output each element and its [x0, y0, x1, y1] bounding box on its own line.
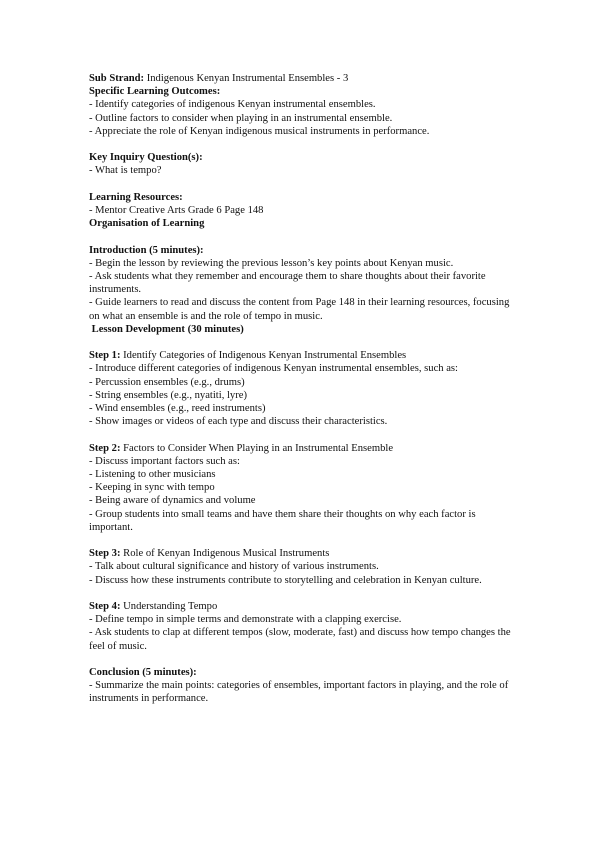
sub-strand-value: Indigenous Kenyan Instrumental Ensembles - 3 [146, 73, 349, 84]
step-item: - Introduce different categories of indigenous Kenyan instrumental ensembles, such as: [89, 363, 459, 375]
step-title: Identify Categories of Indigenous Kenyan Instrumental Ensembles [123, 350, 407, 362]
step-1-heading [89, 349, 519, 362]
lesson-plan-document [89, 72, 519, 706]
step-item: - String ensembles (e.g., nyatiti, lyre) [89, 389, 247, 401]
outcome-item: - Outline factors to consider when playing in an instrumental ensemble. [89, 112, 393, 124]
conclusion-heading: Conclusion (5 minutes): [89, 667, 197, 679]
introduction-item: - Ask students what they remember and encourage them to share thoughts about their favorite instruments. [89, 271, 486, 296]
step-item: - Group students into small teams and have them share their thoughts on why each factor is important. [89, 508, 476, 533]
conclusion-item: - Summarize the main points: categories of ensembles, important factors in playing, and the role of instruments in performance. [89, 680, 509, 705]
introduction-heading: Introduction (5 minutes): [89, 244, 204, 256]
inquiry-heading: Key Inquiry Question(s): [89, 152, 203, 164]
step-4-heading [89, 600, 519, 613]
step-title: Factors to Consider When Playing in an Instrumental Ensemble [123, 442, 394, 454]
step-title: Understanding Tempo [123, 601, 218, 613]
introduction-item: - Begin the lesson by reviewing the previous lesson’s key points about Kenyan music. [89, 257, 454, 269]
step-item: - Talk about cultural significance and history of various instruments. [89, 561, 379, 573]
step-title: Role of Kenyan Indigenous Musical Instruments [123, 548, 330, 560]
step-item: - Keeping in sync with tempo [89, 482, 215, 494]
resource-item: - Mentor Creative Arts Grade 6 Page 148 [89, 205, 264, 216]
step-item: - Listening to other musicians [89, 469, 216, 481]
step-item: - Define tempo in simple terms and demonstrate with a clapping exercise. [89, 614, 402, 626]
inquiry-item: - What is tempo? [89, 165, 162, 177]
step-item: - Show images or videos of each type and discuss their characteristics. [89, 416, 388, 428]
introduction-item: - Guide learners to read and discuss the content from Page 148 in their learning resources, focusing on what an ensemble is and the role of tempo in music. [89, 297, 510, 322]
resources-heading: Learning Resources: [89, 191, 183, 203]
step-3-heading [89, 547, 519, 560]
development-heading: Lesson Development (30 minutes) [89, 323, 244, 335]
step-item: - Discuss important factors such as: [89, 455, 240, 467]
organisation-heading: Organisation of Learning [89, 218, 205, 230]
outcome-item: - Appreciate the role of Kenyan indigenous musical instruments in performance. [89, 125, 430, 137]
step-label: Step 3: [89, 548, 121, 560]
sub-strand-label: Sub Strand: [89, 73, 145, 84]
step-item: - Ask students to clap at different tempos (slow, moderate, fast) and discuss how tempo changes the feel of music. [89, 627, 511, 652]
step-item: - Being aware of dynamics and volume [89, 495, 256, 507]
outcome-item: - Identify categories of indigenous Kenyan instrumental ensembles. [89, 99, 376, 111]
step-label: Step 2: [89, 442, 121, 454]
step-label: Step 1: [89, 350, 121, 362]
step-item: - Discuss how these instruments contribute to storytelling and celebration in Kenyan culture. [89, 574, 482, 586]
step-label: Step 4: [89, 601, 121, 613]
step-item: - Wind ensembles (e.g., reed instruments) [89, 403, 266, 415]
step-item: - Percussion ensembles (e.g., drums) [89, 376, 245, 388]
step-2-heading [89, 442, 519, 455]
sub-strand-line [89, 72, 519, 85]
outcomes-heading: Specific Learning Outcomes: [89, 86, 221, 98]
